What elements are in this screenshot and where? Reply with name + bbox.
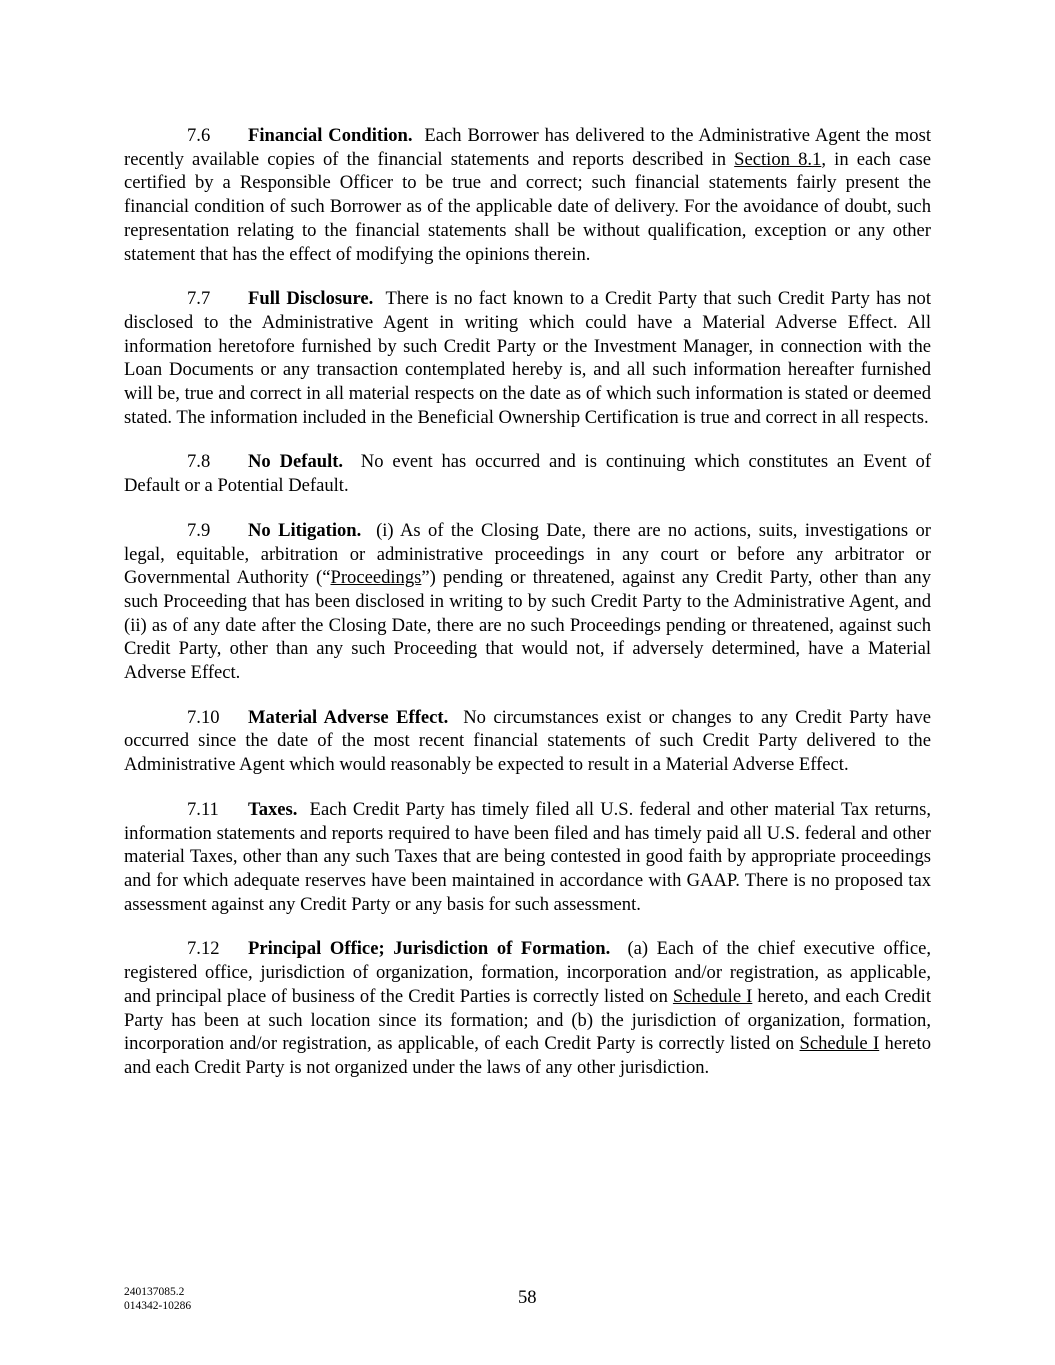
section-text: There is no fact known to a Credit Party that such Credit Party has not disclosed to the Administrative Agent in writing which could have a Material Adverse Effect. All information heretofore furnished by such Credit Party or the Investment Manager, in connection with the Loan Documents or any transaction contemplated hereby is, and all such information hereafter furnished will be, true and correct in all material respects on the date as of which such information is stated or deemed stated. The information included in the Beneficial Ownership Certification is true and correct in all respects. (124, 288, 932, 428)
section-text: Each Borrower has delivered to the Administrative Agent the most recently available copies of the financial statements and reports described in (124, 125, 932, 170)
section-7-7 (124, 287, 931, 429)
section-7-12 (124, 937, 931, 1079)
section-number: 7.10 (187, 706, 220, 728)
document-page (124, 124, 931, 1101)
section-heading: No Litigation. (248, 519, 362, 541)
section-7-10 (124, 706, 931, 777)
section-7-9 (124, 519, 931, 685)
section-heading: No Default. (248, 451, 344, 473)
section-number: 7.9 (187, 519, 211, 541)
section-heading: Taxes. (248, 798, 298, 820)
section-number: 7.7 (187, 288, 211, 310)
section-text: hereto, and each Credit Party has been at such location since its formation; and (b) the jurisdiction of organization, formation, incorporation and/or registration, as applicable, of each Credit Party is correctly listed on (124, 985, 932, 1055)
section-number: 7.11 (187, 798, 219, 820)
section-heading: Material Adverse Effect. (248, 706, 449, 728)
section-text: Each Credit Party has timely filed all U.S. federal and other material Tax returns, information statements and reports required to have been filed and has timely paid all U.S. federal and other material Taxes, other than any such Taxes that are being contested in good faith by appropriate proceedings and for which adequate reserves have been maintained in accordance with GAAP. There is no proposed tax assessment against any Credit Party or any basis for such assessment. (124, 798, 931, 915)
schedule-i-reference: Schedule I (799, 1033, 880, 1055)
section-7-11 (124, 798, 931, 917)
section-7-8 (124, 450, 931, 497)
section-number: 7.6 (187, 125, 211, 146)
section-text: (a) Each of the chief executive office, registered office, jurisdiction of organization, formation, incorporation and/or registration, as applicable, and principal place of business of the Credit Parties is correctly listed on (124, 938, 931, 1007)
section-number: 7.12 (187, 938, 220, 960)
section-8-1-reference: Section 8.1 (734, 148, 822, 170)
section-heading: Principal Office; Jurisdiction of Formation. (248, 938, 611, 960)
section-heading: Full Disclosure. (248, 288, 374, 310)
section-number: 7.8 (187, 451, 211, 473)
section-7-6 (124, 124, 931, 266)
doc-id: 240137085.2 (124, 1286, 185, 1298)
section-text: No event has occurred and is continuing which constitutes an Event of Default or a Potential Default. (124, 451, 932, 497)
section-text: hereto and each Credit Party is not organized under the laws of any other jurisdiction. (124, 1033, 931, 1078)
matter-id: 014342-10286 (124, 1300, 192, 1312)
section-heading: Financial Condition. (248, 125, 413, 146)
page-number: 58 (518, 1287, 537, 1308)
section-text: ”) pending or threatened, against any Credit Party, other than any such Proceeding that has been disclosed in writing to by such Credit Party to the Administrative Agent, and (ii) as of any date after the Closing Date, there are no such Proceedings pending or threatened, against such Credit Party, other than any such Proceeding that would not, if adversely determined, have a Material Adverse Effect. (124, 567, 931, 684)
section-text: , in each case certified by a Responsible Officer to be true and correct; such financial statements fairly present the financial condition of such Borrower as of the applicable date of delivery. For the avoidance of doubt, such representation relating to the financial statements shall be without qualification, exception or any other statement that has the effect of modifying the opinions therein. (124, 148, 932, 265)
proceedings-defined-term: Proceedings (330, 567, 422, 589)
section-text: No circumstances exist or changes to any Credit Party have occurred since the date of the most recent financial statements of such Credit Party delivered to the Administrative Agent which would reasonably be expected to result in a Material Adverse Effect. (124, 706, 931, 776)
schedule-i-reference: Schedule I (672, 985, 753, 1007)
section-text: (i) As of the Closing Date, there are no actions, suits, investigations or legal, equitable, arbitration or administrative proceedings in any court or before any arbitrator or Governmental Authority (“ (124, 519, 932, 589)
footer-document-id (124, 1285, 191, 1313)
